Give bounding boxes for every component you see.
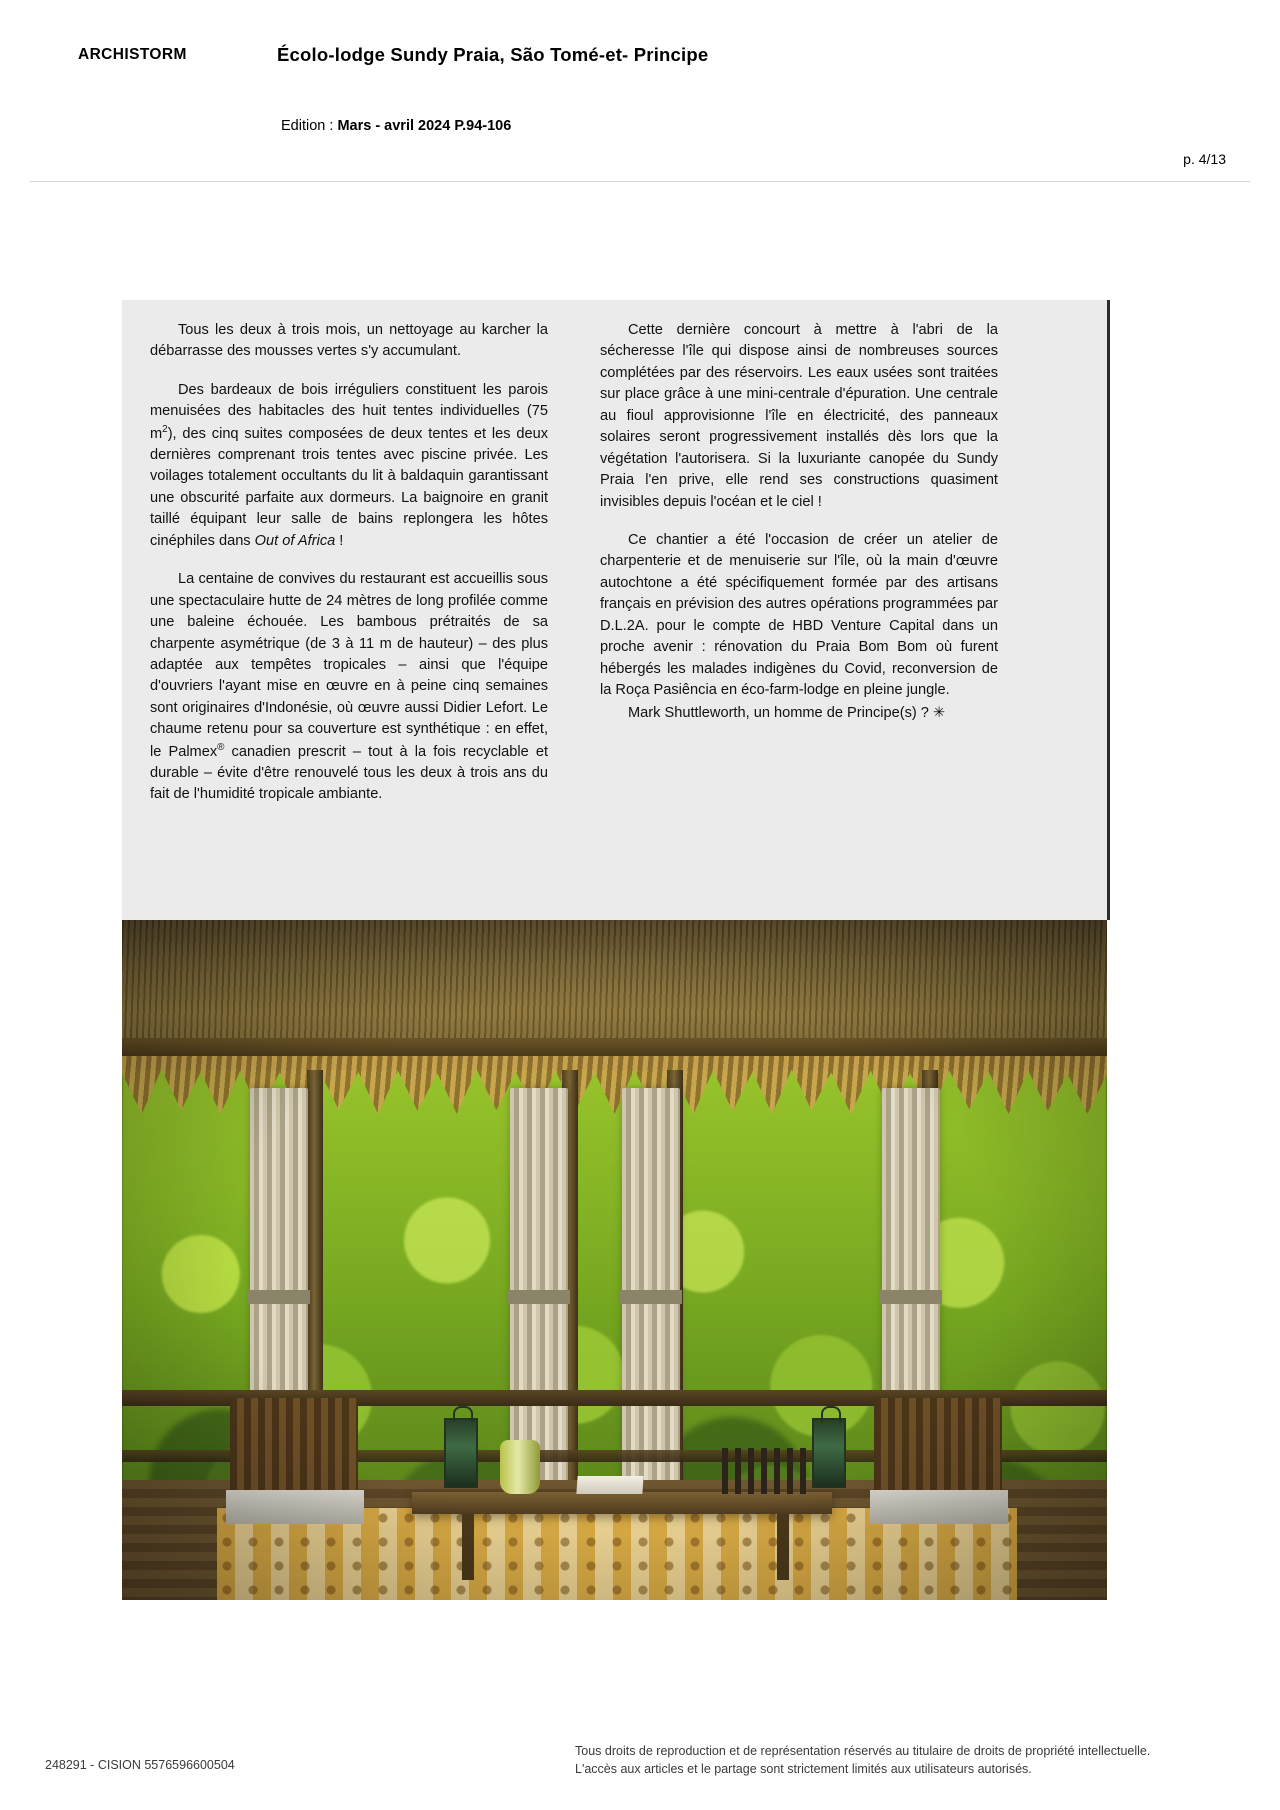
curtain — [510, 1088, 568, 1488]
article-photo — [122, 920, 1107, 1600]
paragraph-part: ), des cinq suites composées de deux tentes et les deux dernières comprenant trois tentes avec piscine privée. Les voilages totalement occultants du lit à baldaquin garantissant une obscurité parfaite aux dormeurs. La baignoire en granit taillé équipant leur salle de bains replongera les hôtes cinéphiles dans — [150, 425, 548, 549]
footer-reference: 248291 - CISION 5576596600504 — [45, 1758, 235, 1772]
bench-right — [874, 1398, 1002, 1568]
paragraph: Cette dernière concourt à mettre à l'abri de la sécheresse l'île qui dispose ainsi de nombreuses sources complétées par des réservoirs. Les eaux usées sont traitées sur place grâce à une mini-centrale d'épuration. Une centrale au fioul approvisionne l'île en électricité, des panneaux solaires seront progressivement installés dès lors que la végétation l'autorisera. Si la luxuriante canopée du Sundy Praia l'en prive, elle rend ses constructions quasiment invisibles depuis l'océan et le ciel ! — [600, 322, 998, 510]
bench-cushion — [226, 1490, 364, 1524]
article-columns — [122, 300, 1107, 920]
footer-rights-line-1: Tous droits de reproduction et de représentation réservés au titulaire de droits de propriété intellectuelle. — [575, 1743, 1151, 1758]
edition-label: Edition : — [281, 118, 334, 134]
roof-beam — [122, 1038, 1107, 1056]
sheet-edge — [1107, 300, 1110, 920]
superscript: ® — [217, 741, 225, 753]
open-book — [576, 1476, 643, 1494]
article-sheet — [122, 300, 1107, 1600]
edition-line — [281, 118, 511, 134]
curtain-tieback — [880, 1290, 942, 1304]
page-title: Écolo-lodge Sundy Praia, São Tomé-et- Principe — [277, 44, 709, 65]
bench-backrest — [230, 1398, 358, 1490]
bench-backrest — [874, 1398, 1002, 1490]
italic-title: Out of Africa — [254, 532, 336, 549]
vase — [500, 1440, 540, 1494]
bottle-set — [722, 1448, 812, 1494]
header-divider — [30, 181, 1250, 182]
edition-value: Mars - avril 2024 P.94-106 — [337, 118, 512, 134]
paragraph — [150, 380, 548, 552]
lantern — [812, 1418, 846, 1488]
curtain-tieback — [620, 1290, 682, 1304]
coffee-table — [412, 1492, 832, 1514]
publication-brand: ARCHISTORM — [78, 46, 187, 63]
paragraph-part: La centaine de convives du restaurant est accueillis sous une spectaculaire hutte de 24 mètres de long profilée comme une baleine échouée. Les bambous prétraités de sa charpente asymétrique (de 3 à 11 m de hauteur) – des plus adaptée aux tempêtes tropicales – ainsi que l'équipe d'ouvriers l'ayant mise en œuvre en à peine cinq semaines sont originaires d'Indonésie, où œuvre aussi Didier Lefort. Le chaume retenu pour sa couverture est synthétique : en effet, le Palmex — [150, 571, 548, 760]
superscript: 2 — [162, 423, 168, 435]
paragraph-part: ! — [335, 532, 344, 549]
footer-rights — [575, 1742, 1235, 1778]
paragraph-part: Des bardeaux de bois irréguliers constituent les parois menuisées des habitacles des huit tentes individuelles (75 m — [150, 381, 548, 442]
page-indicator: p. 4/13 — [1183, 151, 1226, 167]
curtain — [622, 1088, 680, 1488]
bench-left — [230, 1398, 358, 1568]
paragraph: Tous les deux à trois mois, un nettoyage au karcher la débarrasse des mousses vertes s'y accumulant. — [150, 322, 548, 360]
curtain-tieback — [248, 1290, 310, 1304]
table-leg — [777, 1514, 789, 1580]
bench-cushion — [870, 1490, 1008, 1524]
paragraph: Ce chantier a été l'occasion de créer un atelier de charpenterie et de menuiserie sur l'île, où la main d'œuvre autochtone a été spécifiquement formée par des artisans français en prévision des autres opérations programmées par D.L.2A. pour le compte de HBD Venture Capital dans un proche avenir : rénovation du Praia Bom Bom où furent hébergés les malades indigènes du Covid, reconversion de la Roça Pasiência en éco-farm-lodge en pleine jungle. — [600, 531, 998, 698]
article-left-column — [150, 320, 548, 920]
table-leg — [462, 1514, 474, 1580]
curtain-tieback — [508, 1290, 570, 1304]
paragraph — [150, 569, 548, 806]
paragraph-signature: Mark Shuttleworth, un homme de Principe(s) ? ✳ — [628, 705, 946, 722]
lantern — [444, 1418, 478, 1488]
article-right-column — [600, 320, 998, 920]
paragraph-part: canadien prescrit – tout à la fois recyclable et durable – évite d'être renouvelé tous les deux à trois ans du fait de l'humidité tropicale ambiante. — [150, 743, 549, 803]
footer-rights-line-2: L'accès aux articles et le partage sont strictement limités aux utilisateurs autorisés. — [575, 1761, 1032, 1776]
